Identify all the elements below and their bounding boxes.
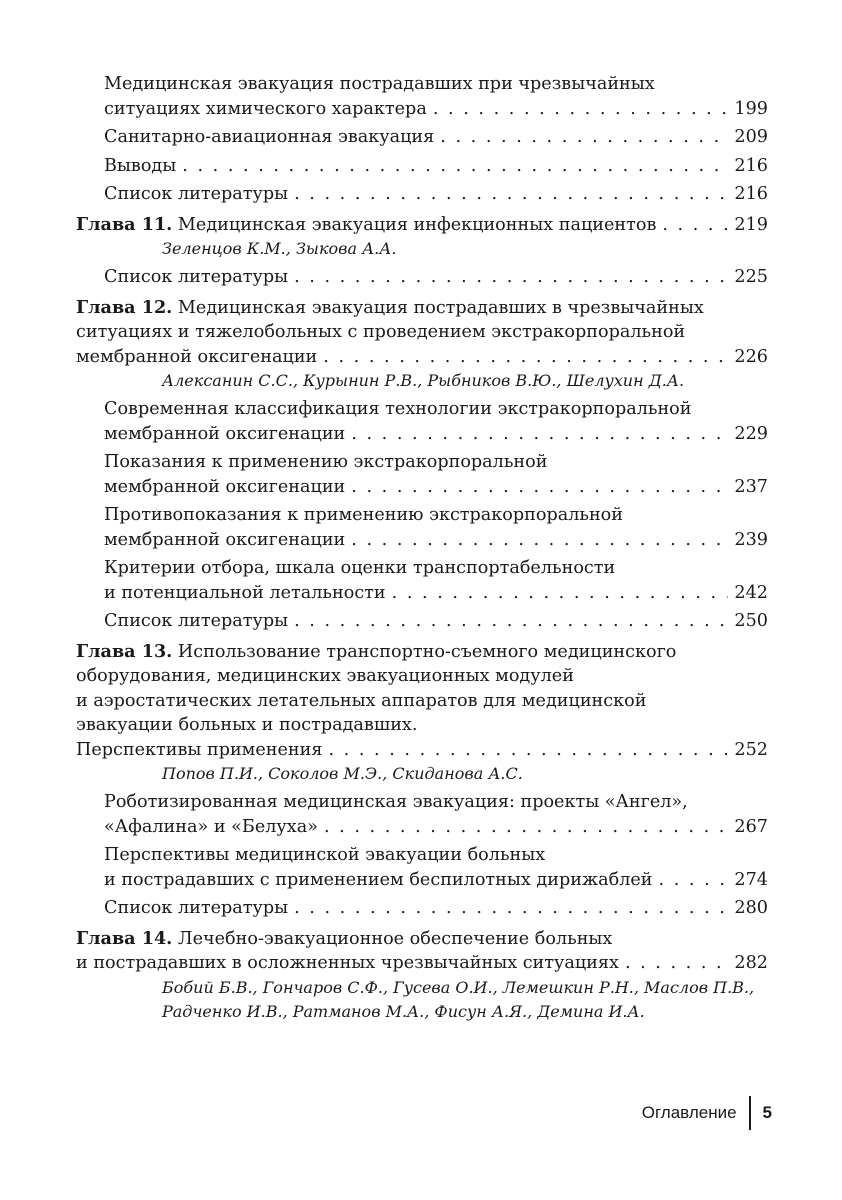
toc-page-number: 199 [734,98,768,119]
toc-sub-entry[interactable] [104,182,768,207]
toc-sub-entry[interactable] [104,265,768,290]
toc-entry-title: эвакуации больных и пострадавших. [76,715,418,735]
toc-entry-line [76,713,768,738]
toc-page-number: 280 [734,898,768,918]
toc-entry-title-line [104,896,288,921]
toc-entry-title: и потенциальной летальности [104,582,386,603]
toc-page-number: 237 [734,476,768,497]
dot-leader [294,265,728,290]
dot-leader [392,581,729,606]
toc-entry-title: Медицинская эвакуация пострадавших в чрезвычайных [177,297,704,318]
toc-sub-entry[interactable] [104,843,768,892]
toc-chapter-entry[interactable] [76,640,768,763]
toc-entry-title: Список литературы [104,898,289,918]
toc-entry-title: оборудования, медицинских эвакуационных модулей [76,666,574,686]
toc-entry-title-line [76,691,646,711]
toc-entry-title-line [76,322,685,342]
toc-sub-entry[interactable] [104,450,768,499]
toc-entry-line [104,422,768,447]
toc-entry-title: Медицинская эвакуация инфекционных пациентов [177,214,657,235]
toc-entry-title-line [104,74,655,94]
dot-leader [433,97,729,122]
chapter-label: Глава 13. [76,640,173,662]
toc-entry-title-line [76,213,656,238]
toc-entry-title: мембранной оксигенации [104,529,346,550]
toc-entry-line [76,664,768,689]
toc-entry-line [104,72,768,97]
toc-entry-title-line [104,845,545,865]
dot-leader [440,125,728,150]
toc-page-number: 229 [734,423,768,444]
toc-entry-line [104,397,768,422]
toc-entry-title-line [104,452,547,472]
footer-section-title: Оглавление [641,1103,737,1122]
toc-page-number: 239 [734,529,768,550]
toc-page-number: 242 [734,582,768,603]
toc-entry-line [76,738,768,763]
toc-entry-line [104,815,768,840]
toc-entry-title: Современная классификация технологии экстракорпоральной [104,399,692,419]
toc-entry-title: Перспективы медицинской эвакуации больных [104,845,546,865]
footer-page-number: 5 [762,1103,772,1122]
toc-sub-entry[interactable] [104,503,768,552]
toc-entry-line [76,927,768,952]
toc-entry-title: ситуациях химического характера [104,98,427,119]
toc-entry-line [104,790,768,815]
toc-entry-title-line [104,422,345,447]
toc-entry-title-line [104,868,653,893]
toc-entry-line [104,581,768,606]
toc-entry-line [76,345,768,370]
dot-leader [351,475,728,500]
toc-entry-title-line [76,298,704,318]
toc-sub-entry[interactable] [104,896,768,921]
dot-leader [662,213,728,238]
toc-sub-entry[interactable] [104,397,768,446]
chapter-authors: Бобий Б.В., Гончаров С.Ф., Гусева О.И., Лемешкин Р.Н., Маслов П.В., [162,977,755,997]
dot-leader [625,951,728,976]
toc-entry-title: Санитарно-авиационная эвакуация [104,127,435,147]
toc-entry-line [104,154,768,179]
toc-entry-title: Противопоказания к применению экстракорпоральной [104,505,623,525]
toc-entry-title-line [104,792,688,812]
chapter-label: Глава 14. [76,927,173,949]
toc-entry-line [104,450,768,475]
toc-entry-title-line [104,528,345,553]
dot-leader [323,345,728,370]
toc-entry-title: Список литературы [104,611,289,631]
toc-entry-line [104,97,768,122]
toc-entry-line [104,556,768,581]
toc-entry-title: Медицинская эвакуация пострадавших при чрезвычайных [104,74,655,94]
toc-entry-line [104,843,768,868]
toc-entry-line [104,182,768,207]
dot-leader [351,422,728,447]
toc-entry-title-line [104,558,615,578]
toc-page-number: 250 [734,611,768,631]
toc-page-number: 216 [734,155,768,176]
toc-entry-title: Список литературы [104,267,289,287]
toc-entry-title-line [104,265,288,290]
toc-entry-title-line [104,475,345,500]
toc-entry-title-line [104,125,434,150]
toc-entry-title-line [76,951,619,976]
toc-entry-line [76,689,768,714]
toc-entry-title: «Афалина» и «Белуха» [104,816,318,837]
toc-entry-line [104,475,768,500]
toc-page-number: 225 [734,267,768,287]
dot-leader [351,528,728,553]
toc-entry-title-line [104,815,318,840]
toc-page-number: 274 [734,869,768,890]
toc-entry-title: мембранной оксигенации [76,346,318,367]
toc-entry-title: Выводы [104,155,177,176]
toc-entry-line [104,528,768,553]
toc-chapter-entry[interactable] [76,296,768,370]
chapter-authors: Алексанин С.С., Курынин Р.В., Рыбников В.Ю., Шелухин Д.А. [162,371,685,390]
toc-page-number: 252 [734,739,768,760]
toc-entry-title: Использование транспортно-съемного медицинского [177,641,677,662]
dot-leader [294,182,728,207]
table-of-contents [76,68,768,1024]
chapter-label: Глава 12. [76,296,173,318]
toc-entry-title-line [76,715,417,735]
toc-chapter-entry[interactable] [76,213,768,238]
toc-entry-title: и пострадавших в осложненных чрезвычайных ситуациях [76,953,619,973]
toc-page-number: 209 [734,127,768,147]
toc-entry-title: мембранной оксигенации [104,423,346,444]
toc-entry-line [104,896,768,921]
toc-entry-title: мембранной оксигенации [104,476,346,497]
toc-entry-title: ситуациях и тяжелобольных с проведением экстракорпоральной [76,322,686,342]
dot-leader [182,154,728,179]
dot-leader [294,609,728,634]
toc-page-number: 267 [734,816,768,837]
chapter-authors: Радченко И.В., Ратманов М.А., Фисун А.Я., Демина И.А. [162,1001,645,1021]
toc-entry-title: и аэростатических летательных аппаратов для медицинской [76,690,647,711]
toc-entry-line [76,213,768,238]
toc-entry-title-line [104,609,288,634]
toc-entry-title-line [104,399,692,419]
toc-entry-line [104,868,768,893]
dot-leader [294,896,728,921]
chapter-authors: Зеленцов К.М., Зыкова А.А. [162,239,397,258]
toc-entry-title: Перспективы применения [76,739,323,760]
toc-entry-title: Критерии отбора, шкала оценки транспортабельности [104,558,616,578]
toc-entry-title: Показания к применению экстракорпоральной [104,452,548,472]
toc-page-number: 226 [734,346,768,367]
toc-sub-entry[interactable] [104,556,768,605]
toc-entry-line [76,640,768,665]
toc-entry-line [104,503,768,528]
toc-entry-line [104,609,768,634]
toc-entry-title-line [76,666,574,686]
toc-entry-title-line [104,154,176,179]
toc-entry-line [76,951,768,976]
toc-entry-title-line [104,97,427,122]
dot-leader [659,868,729,893]
toc-entry-title-line [76,738,322,763]
toc-entry-line [76,320,768,345]
toc-entry-title-line [104,182,288,207]
chapter-authors: Попов П.И., Соколов М.Э., Скиданова А.С. [162,764,523,783]
chapter-label: Глава 11. [76,213,173,235]
toc-entry-title: Список литературы [104,184,289,204]
toc-entry-title: Лечебно-эвакуационное обеспечение больных [177,928,613,949]
toc-entry-title-line [104,581,386,606]
toc-page-number: 219 [734,214,768,235]
toc-entry-line [76,296,768,321]
toc-entry-title-line [76,929,612,949]
toc-entry-title-line [104,505,623,525]
dot-leader [328,738,728,763]
toc-page-number: 216 [734,184,768,204]
toc-entry-title: и пострадавших с применением беспилотных дирижаблей [104,869,653,890]
toc-page-number: 282 [734,953,768,973]
toc-entry-line [104,125,768,150]
toc-sub-entry[interactable] [104,790,768,839]
toc-sub-entry[interactable] [104,125,768,150]
toc-entry-line [104,265,768,290]
toc-entry-title-line [76,642,676,662]
page-footer [642,1096,772,1130]
toc-sub-entry[interactable] [104,609,768,634]
toc-sub-entry[interactable] [104,72,768,121]
toc-sub-entry[interactable] [104,154,768,179]
toc-entry-title-line [76,345,317,370]
toc-chapter-entry[interactable] [76,927,768,976]
toc-entry-title: Роботизированная медицинская эвакуация: проекты «Ангел», [104,792,688,812]
dot-leader [324,815,728,840]
